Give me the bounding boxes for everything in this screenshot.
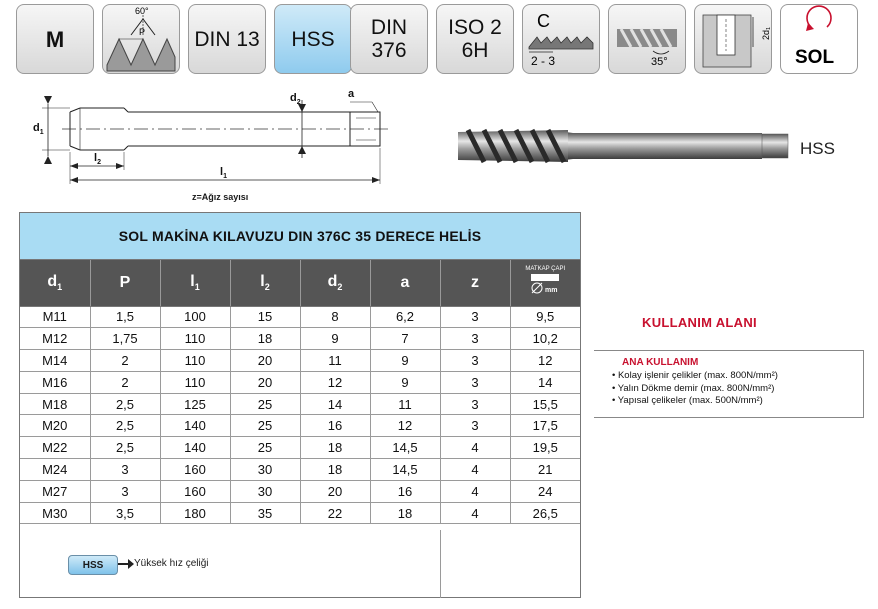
usage-list — [612, 370, 778, 408]
table-cell: M27 — [20, 480, 90, 502]
helix-angle-badge — [608, 4, 686, 74]
table-cell: M12 — [20, 328, 90, 350]
header-l1: $l_1$ — [160, 260, 230, 306]
table-cell: 25 — [230, 415, 300, 437]
hss-legend-chip: HSS — [68, 555, 118, 575]
table-cell: 17,5 — [510, 415, 580, 437]
table-cell: 140 — [160, 415, 230, 437]
table-body — [20, 306, 580, 524]
table-cell: 22 — [300, 502, 370, 524]
a-label: a — [348, 88, 355, 100]
pitch-label: P — [139, 27, 146, 37]
spiral-tap-image — [450, 122, 795, 172]
legend-description: Yüksek hız çeliği — [134, 558, 209, 569]
table-cell: 9 — [300, 328, 370, 350]
table-cell: 4 — [440, 459, 510, 481]
tool-material-label: HSS — [800, 139, 835, 158]
bore-unit: mm — [545, 286, 558, 294]
table-cell: 14 — [300, 393, 370, 415]
table-cell: M24 — [20, 459, 90, 481]
header-a: a — [370, 260, 440, 306]
table-cell: M30 — [20, 502, 90, 524]
table-row — [20, 459, 580, 481]
table-cell: 16 — [300, 415, 370, 437]
direction-label: SOL — [795, 47, 835, 68]
table-cell: 1,75 — [90, 328, 160, 350]
header-l2: $l_2$ — [230, 260, 300, 306]
table-cell: M20 — [20, 415, 90, 437]
table-cell: 125 — [160, 393, 230, 415]
iso-class-badge — [436, 4, 514, 74]
table-cell: 4 — [440, 437, 510, 459]
table-cell: 30 — [230, 480, 300, 502]
depth-label: 2d₁ — [761, 26, 771, 40]
table-cell: 18 — [300, 459, 370, 481]
spiral-flute-icon — [609, 5, 685, 73]
header-z: z — [440, 260, 510, 306]
legend-divider — [440, 530, 441, 598]
tap-dimension-drawing — [32, 82, 394, 204]
table-cell: 18 — [230, 328, 300, 350]
table-row — [20, 415, 580, 437]
l1-label: $l_1$ — [220, 166, 227, 181]
table-cell: 3 — [440, 328, 510, 350]
main-usage-heading: ANA KULLANIM — [622, 357, 699, 368]
table-cell: M16 — [20, 371, 90, 393]
din13-badge — [188, 4, 266, 74]
table-cell: 7 — [370, 328, 440, 350]
table-cell: 3 — [440, 371, 510, 393]
flute-count-caption: z=Ağız sayısı — [192, 192, 249, 202]
dimension-table — [20, 260, 580, 524]
table-cell: 3 — [440, 350, 510, 372]
table-cell: 8 — [300, 306, 370, 328]
table-row — [20, 371, 580, 393]
table-cell: 110 — [160, 328, 230, 350]
chamfer-badge — [522, 4, 600, 74]
table-cell: 1,5 — [90, 306, 160, 328]
table-cell: 25 — [230, 393, 300, 415]
table-cell: 110 — [160, 350, 230, 372]
angle-label: 60° — [135, 6, 149, 16]
tap-outline-drawing — [32, 82, 394, 204]
chamfer-range: 2 - 3 — [531, 54, 556, 68]
table-cell: 9,5 — [510, 306, 580, 328]
table-cell: 16 — [370, 480, 440, 502]
table-cell: 110 — [160, 371, 230, 393]
l2-label: $l_2$ — [94, 152, 101, 167]
drill-diameter-icon — [527, 273, 563, 295]
table-cell: 180 — [160, 502, 230, 524]
table-row — [20, 393, 580, 415]
d1-label: $d_1$ — [33, 122, 44, 137]
counterclockwise-arrow-icon — [781, 5, 857, 73]
thread-type-label: M — [45, 26, 65, 52]
table-cell: 18 — [300, 437, 370, 459]
iso-line1: ISO 2 — [448, 16, 502, 39]
header-d1: $d_1$ — [20, 260, 90, 306]
table-cell: 11 — [300, 350, 370, 372]
table-title: SOL MAKİNA KILAVUZU DIN 376C 35 DERECE HELİS — [20, 213, 580, 260]
bore-header-text: MATKAP ÇAPI — [525, 265, 566, 272]
table-cell: 100 — [160, 306, 230, 328]
material-badge — [274, 4, 352, 74]
table-cell: 9 — [370, 350, 440, 372]
table-row — [20, 306, 580, 328]
table-cell: 3 — [90, 459, 160, 481]
header-d2: $d_2$ — [300, 260, 370, 306]
chamfer-icon — [523, 5, 599, 73]
table-cell: 3 — [440, 306, 510, 328]
table-cell: 15 — [230, 306, 300, 328]
table-cell: 11 — [370, 393, 440, 415]
blind-hole-icon — [695, 5, 771, 73]
table-cell: 9 — [370, 371, 440, 393]
table-row — [20, 480, 580, 502]
table-header-row — [20, 260, 580, 306]
table-row — [20, 350, 580, 372]
table-cell: 19,5 — [510, 437, 580, 459]
usage-box — [594, 350, 864, 418]
legend-arrow-icon — [118, 563, 132, 565]
table-cell: 2 — [90, 350, 160, 372]
table-cell: 25 — [230, 437, 300, 459]
table-cell: 35 — [230, 502, 300, 524]
chamfer-letter: C — [537, 11, 550, 31]
table-cell: M22 — [20, 437, 90, 459]
table-legend — [20, 530, 580, 598]
table-cell: 14 — [510, 371, 580, 393]
table-cell: 140 — [160, 437, 230, 459]
material-label: HSS — [291, 27, 335, 51]
table-cell: 14,5 — [370, 437, 440, 459]
usage-item: • Kolay işlenir çelikler (max. 800N/mm²) — [612, 370, 778, 383]
table-cell: 15,5 — [510, 393, 580, 415]
table-cell: 160 — [160, 459, 230, 481]
table-cell: 4 — [440, 480, 510, 502]
direction-badge — [780, 4, 858, 74]
helix-angle-label: 35° — [651, 56, 668, 68]
table-cell: 12 — [300, 371, 370, 393]
table-cell: 18 — [370, 502, 440, 524]
table-cell: 2,5 — [90, 393, 160, 415]
table-cell: 24 — [510, 480, 580, 502]
thread-profile-icon — [103, 5, 179, 73]
d2-label: $d_2$ — [290, 92, 301, 107]
table-cell: 6,2 — [370, 306, 440, 328]
table-cell: 10,2 — [510, 328, 580, 350]
din376-line1: DIN — [370, 16, 408, 39]
thread-depth-badge — [694, 4, 772, 74]
header-p: P — [90, 260, 160, 306]
table-cell: 3 — [90, 480, 160, 502]
table-cell: 4 — [440, 502, 510, 524]
table-row — [20, 502, 580, 524]
usage-item: • Yapısal çelikeler (max. 500N/mm²) — [612, 395, 778, 408]
table-cell: 2 — [90, 371, 160, 393]
table-cell: 26,5 — [510, 502, 580, 524]
table-cell: 14,5 — [370, 459, 440, 481]
table-cell: M14 — [20, 350, 90, 372]
table-cell: 20 — [300, 480, 370, 502]
table-cell: 3 — [440, 415, 510, 437]
table-cell: 20 — [230, 350, 300, 372]
din376-badge — [350, 4, 428, 74]
table-cell: M18 — [20, 393, 90, 415]
table-cell: 20 — [230, 371, 300, 393]
table-row — [20, 437, 580, 459]
table-cell: 12 — [370, 415, 440, 437]
table-cell: 12 — [510, 350, 580, 372]
table-row — [20, 328, 580, 350]
table-cell: 21 — [510, 459, 580, 481]
table-cell: 3 — [440, 393, 510, 415]
table-cell: M11 — [20, 306, 90, 328]
thread-profile-badge — [102, 4, 180, 74]
din376-line2: 376 — [371, 39, 407, 62]
specification-table — [19, 212, 581, 598]
table-cell: 160 — [160, 480, 230, 502]
iso-line2: 6H — [461, 39, 489, 62]
table-cell: 3,5 — [90, 502, 160, 524]
header-bore-diameter — [510, 260, 580, 306]
table-cell: 2,5 — [90, 437, 160, 459]
thread-type-badge — [16, 4, 94, 74]
usage-area-title: KULLANIM ALANI — [642, 315, 757, 330]
din13-label: DIN 13 — [194, 27, 260, 51]
table-cell: 2,5 — [90, 415, 160, 437]
usage-item: • Yalın Dökme demir (max. 800N/mm²) — [612, 383, 778, 396]
table-cell: 30 — [230, 459, 300, 481]
